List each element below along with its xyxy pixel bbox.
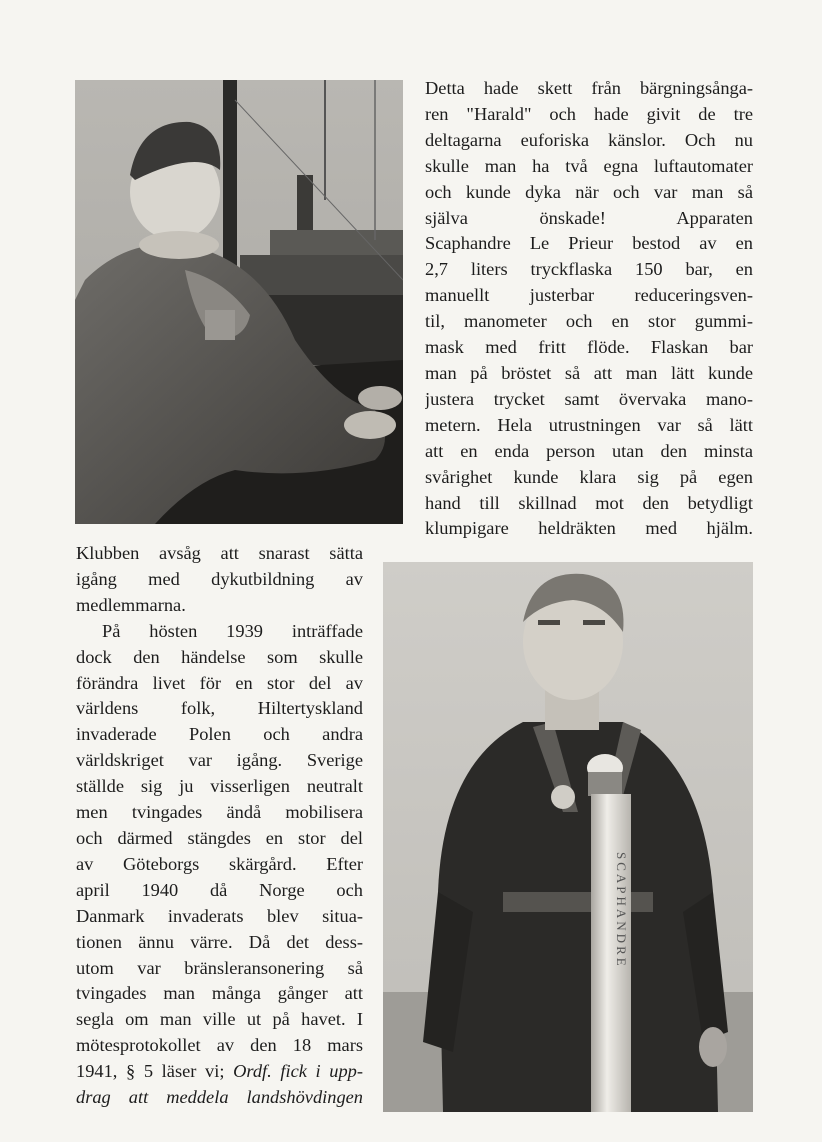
text-line: skulle man ha två egna luftautomater [425, 155, 753, 176]
text-line: Scaphandre Le Prieur bestod av en [425, 233, 753, 254]
text-run: 1941, § 5 läser vi; [76, 1061, 234, 1082]
text-line: mask med fritt flöde. Flaskan bar [425, 337, 753, 358]
text-line: men tvingades ändå mobilisera [76, 802, 363, 823]
text-line: världskriget var igång. Sverige [76, 750, 363, 771]
diver-photo-drawing [75, 80, 403, 524]
paragraph-1 [76, 541, 363, 619]
text-line: världens folk, Hiltertyskland [76, 698, 363, 719]
text-line: dock den händelse som skulle [76, 646, 363, 667]
scaphandre-photo [383, 562, 753, 1112]
text-line: av Göteborgs skärgård. Efter [76, 853, 363, 874]
left-column-text [76, 541, 363, 1111]
right-column-text [425, 76, 753, 542]
text-line: manuellt justerbar reduceringsven- [425, 285, 753, 306]
scaphandre-photo-drawing [383, 562, 753, 1112]
text-line: och därmed stängdes en stor del [76, 827, 363, 848]
text-line: segla om man ville ut på havet. I [76, 1009, 363, 1030]
text-line-mixed [76, 1059, 363, 1085]
text-line: 2,7 liters tryckflaska 150 bar, en [425, 259, 753, 280]
text-line: Detta hade skett från bärgningsånga- [425, 78, 753, 98]
text-line: svårighet kunde klara sig på egen [425, 466, 753, 487]
text-line: ren "Harald" och hade givit de tre [425, 103, 753, 124]
text-line-italic [76, 1085, 363, 1111]
text-line: invaderade Polen och andra [76, 724, 363, 745]
text-line: utom var bränsleransonering så [76, 957, 363, 978]
diver-photo [75, 80, 403, 524]
text-line: På hösten 1939 inträffade [102, 620, 363, 641]
paragraph-2 [76, 619, 363, 1111]
text-line: Klubben avsåg att snarast sätta [76, 543, 363, 563]
text-line: tvingades man många gånger att [76, 983, 363, 1004]
text-run-italic: Ordf. fick i upp- [233, 1061, 363, 1082]
text-line: deltagarna euforiska känslor. Och nu [425, 129, 753, 150]
text-line: medlemmarna. [76, 594, 186, 615]
text-line: ställde sig ju visserligen neutralt [76, 776, 363, 797]
text-line: igång med dykutbildning av [76, 568, 363, 589]
tank-label: SCAPHANDRE [614, 852, 629, 969]
text-line: klumpigare heldräkten med hjälm. [425, 518, 753, 539]
right-paragraph [425, 76, 753, 542]
text-line: til, manometer och en stor gummi- [425, 311, 753, 332]
text-line: metern. Hela utrustningen var så lätt [425, 414, 753, 435]
text-line: april 1940 då Norge och [76, 879, 363, 900]
text-line: och kunde dyka när och var man så [425, 181, 753, 202]
text-line: förändra livet för en stor del av [76, 672, 363, 693]
text-line: tionen ännu värre. Då det dess- [76, 931, 363, 952]
text-line: man på bröstet så att man lätt kunde [425, 362, 753, 383]
text-run-italic: drag att meddela landshövdingen [76, 1087, 363, 1108]
text-line: att en enda person utan den minsta [425, 440, 753, 461]
text-line: Danmark invaderats blev situa- [76, 905, 363, 926]
text-line: mötesprotokollet av den 18 mars [76, 1035, 363, 1056]
text-line: justera trycket samt övervaka mano- [425, 388, 753, 409]
text-line: hand till skillnad mot den betydligt [425, 492, 753, 513]
text-line: själva önskade! Apparaten [425, 207, 753, 228]
